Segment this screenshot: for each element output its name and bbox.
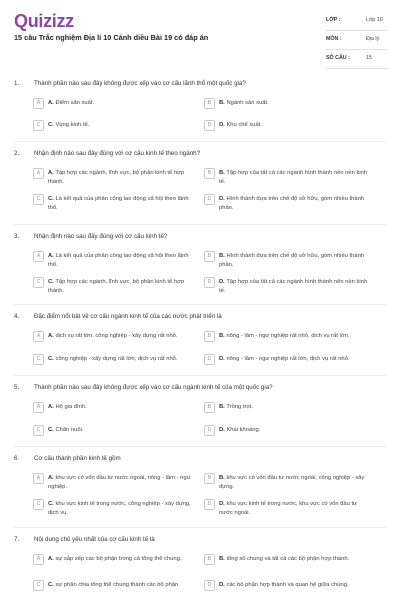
option-text <box>219 426 369 435</box>
option-letter-box[interactable]: B <box>204 402 215 413</box>
option-key: C. <box>48 279 54 285</box>
option-text <box>219 500 369 517</box>
option-text <box>48 195 198 212</box>
meta-info <box>326 12 388 69</box>
divider <box>14 446 386 447</box>
option-letter-box[interactable]: A <box>33 402 44 413</box>
option-letter-box[interactable]: D <box>204 354 215 365</box>
option-content: Khai khoáng. <box>226 427 261 433</box>
option-key: D. <box>219 356 225 362</box>
option-letter-box[interactable]: A <box>33 251 44 262</box>
option-key: C. <box>48 356 54 362</box>
option-text <box>219 169 369 186</box>
question-text: Nội dung chủ yếu nhất của cơ cấu kinh tế là <box>34 536 155 543</box>
option-letter-box[interactable]: C <box>33 354 44 365</box>
option-content: Ngành sản xuất. <box>226 100 269 106</box>
option-text <box>48 581 198 590</box>
option-text <box>48 332 198 341</box>
option-text <box>48 426 198 435</box>
option-letter-box[interactable]: A <box>33 98 44 109</box>
option-letter-box[interactable]: B <box>204 554 215 565</box>
meta-row-class <box>326 12 388 31</box>
question-number: 6. <box>14 455 20 462</box>
option-letter-box[interactable]: D <box>204 194 215 205</box>
question-text: Thành phần nào sau đây không được xếp vào cơ cấu lãnh thổ một quốc gia? <box>34 80 246 87</box>
option-letter-box[interactable]: C <box>33 120 44 131</box>
option-text <box>219 355 369 364</box>
question-number: 5. <box>14 384 20 391</box>
option-content: Là kết quả của phân công lao động xã hội theo lãnh thổ. <box>48 196 189 211</box>
option-content: Trồng trọt. <box>226 404 253 410</box>
option-content: Hình thành dựa trên chế độ sở hữu, gồm nhiều thành phần. <box>219 196 365 211</box>
meta-label: MÔN : <box>326 36 342 42</box>
meta-label: LỚP : <box>326 17 341 23</box>
option-content: khu vực có vốn đầu tư nước ngoài, công nghiệp - xây dựng. <box>219 475 365 490</box>
option-text <box>219 252 369 269</box>
option-key: A. <box>48 556 54 562</box>
option-letter-box[interactable]: D <box>204 499 215 510</box>
question-number: 3. <box>14 233 20 240</box>
question-text: Nhận định nào sau đây đúng với cơ cấu kinh tế? <box>34 233 168 240</box>
option-letter-box[interactable]: B <box>204 473 215 484</box>
option-text <box>48 99 198 108</box>
option-text <box>219 403 369 412</box>
option-key: D. <box>219 427 225 433</box>
option-letter-box[interactable]: A <box>33 168 44 179</box>
option-text <box>48 403 198 412</box>
option-letter-box[interactable]: C <box>33 580 44 591</box>
option-content: khu vực kinh tế trong nước, khu vực có vốn đầu tư nước ngoài. <box>219 501 357 516</box>
option-letter-box[interactable]: C <box>33 194 44 205</box>
option-letter-box[interactable]: A <box>33 331 44 342</box>
divider <box>14 304 386 305</box>
divider <box>14 527 386 528</box>
option-text <box>48 169 198 186</box>
option-content: nông - lâm - ngư nghiệp rất lớn, dịch vụ rất nhỏ. <box>226 356 350 362</box>
option-letter-box[interactable]: D <box>204 277 215 288</box>
option-text <box>219 121 369 130</box>
option-key: C. <box>48 196 54 202</box>
option-content: Là kết quả của phân công lao động xã hội theo lãnh thổ. <box>48 253 189 268</box>
option-key: B. <box>219 100 225 106</box>
option-text <box>48 252 198 269</box>
question-number: 2. <box>14 150 20 157</box>
option-content: sự sắp xếp các bộ phận trong cả tổng thể chung. <box>55 556 182 562</box>
option-key: A. <box>48 404 54 410</box>
meta-row-count <box>326 50 388 69</box>
option-key: B. <box>219 556 225 562</box>
option-text <box>219 278 369 295</box>
option-content: các bộ phận hợp thành và quan hệ giữa chúng. <box>226 582 349 588</box>
option-key: D. <box>219 122 225 128</box>
option-content: nông - lâm - ngư nghiệp rất nhỏ, dịch vụ rất lớn. <box>226 333 350 339</box>
option-text <box>219 195 369 212</box>
question-text: Thành phần nào sau đây không được xếp vào cơ cấu ngành kinh tế của một quốc gia? <box>34 384 273 391</box>
option-key: D. <box>219 196 225 202</box>
option-content: Chăn nuôi. <box>55 427 84 433</box>
option-letter-box[interactable]: B <box>204 331 215 342</box>
option-content: Hình thành dựa trên chế độ sở hữu, gồm nhiều thành phần. <box>219 253 365 268</box>
option-key: A. <box>48 475 54 481</box>
option-text <box>48 355 198 364</box>
question-number: 1. <box>14 80 20 87</box>
option-letter-box[interactable]: D <box>204 580 215 591</box>
option-letter-box[interactable]: A <box>33 554 44 565</box>
option-content: Khu chế xuất. <box>226 122 262 128</box>
option-content: Tập hợp các ngành, lĩnh vực, bộ phận kinh tế hợp thành. <box>48 170 185 185</box>
option-key: D. <box>219 501 225 507</box>
option-text <box>219 581 369 590</box>
option-text <box>48 500 198 517</box>
option-content: sự phân chia tổng thể chung thành các bộ phận. <box>55 582 180 588</box>
option-key: C. <box>48 582 54 588</box>
option-text <box>219 332 369 341</box>
option-key: A. <box>48 100 54 106</box>
option-content: Hộ gia đình. <box>55 404 87 410</box>
option-content: Điểm sản xuất. <box>55 100 95 106</box>
option-letter-box[interactable]: B <box>204 251 215 262</box>
meta-value: 15 <box>366 55 372 61</box>
page-title: 15 câu Trắc nghiệm Địa lí 10 Cánh diều Bài 19 có đáp án <box>14 33 209 42</box>
option-letter-box[interactable]: B <box>204 98 215 109</box>
option-text <box>219 555 369 564</box>
option-key: A. <box>48 170 54 176</box>
option-text <box>219 474 369 491</box>
meta-value: Địa lý <box>366 36 380 42</box>
option-text <box>48 474 198 491</box>
option-content: Tập hợp các ngành, lĩnh vực, bộ phận kinh tế hợp thành. <box>48 279 185 294</box>
document-header <box>0 0 400 70</box>
option-content: tổng số chung và tất cả các bộ phận hợp thành. <box>226 556 350 562</box>
option-key: B. <box>219 253 225 259</box>
question-text: Đặc điểm nổi bật về cơ cấu ngành kinh tế của các nước phát triển là <box>34 313 222 320</box>
option-key: B. <box>219 404 225 410</box>
option-letter-box[interactable]: C <box>33 425 44 436</box>
question-number: 4. <box>14 313 20 320</box>
option-content: khu vực kinh tế trong nước, công nghiệp - xây dựng, dịch vụ. <box>48 501 191 516</box>
divider <box>14 375 386 376</box>
option-letter-box[interactable]: A <box>33 473 44 484</box>
option-text <box>48 278 198 295</box>
meta-value: Lớp 10 <box>366 17 383 23</box>
option-letter-box[interactable]: C <box>33 499 44 510</box>
option-text <box>219 99 369 108</box>
question-text: Cơ cấu thành phần kinh tế gồm <box>34 455 121 462</box>
option-key: B. <box>219 170 225 176</box>
divider <box>14 141 386 142</box>
meta-label: SỐ CÂU : <box>326 55 350 61</box>
option-key: C. <box>48 427 54 433</box>
option-key: D. <box>219 582 225 588</box>
question-text: Nhận định nào sau đây đúng với cơ cấu kinh tế theo ngành? <box>34 150 201 157</box>
quizizz-logo[interactable]: Quizizz <box>14 11 74 31</box>
option-key: D. <box>219 279 225 285</box>
option-key: B. <box>219 475 225 481</box>
meta-row-subject <box>326 31 388 50</box>
option-letter-box[interactable]: C <box>33 277 44 288</box>
option-content: khu vực có vốn đầu tư nước ngoài, nông - lâm - ngư nghiệp. <box>48 475 191 490</box>
option-key: B. <box>219 333 225 339</box>
option-key: C. <box>48 501 54 507</box>
option-letter-box[interactable]: B <box>204 168 215 179</box>
option-content: Tập hợp của tất cả các ngành hình thành nên nền kinh tế. <box>219 170 368 185</box>
option-key: A. <box>48 333 54 339</box>
option-content: Tập hợp của tất cả các ngành hình thành nên nền kinh tế. <box>219 279 368 294</box>
option-content: công nghiệp - xây dựng rất lớn, dịch vụ rất nhỏ. <box>55 356 178 362</box>
option-key: A. <box>48 253 54 259</box>
divider <box>14 224 386 225</box>
option-letter-box[interactable]: D <box>204 120 215 131</box>
question-number: 7. <box>14 536 20 543</box>
option-content: dịch vụ rất lớn, công nghiệp - xây dựng rất nhỏ. <box>55 333 178 339</box>
option-text <box>48 121 198 130</box>
option-key: C. <box>48 122 54 128</box>
option-text <box>48 555 198 564</box>
option-content: Vùng kinh tế. <box>55 122 90 128</box>
option-letter-box[interactable]: D <box>204 425 215 436</box>
